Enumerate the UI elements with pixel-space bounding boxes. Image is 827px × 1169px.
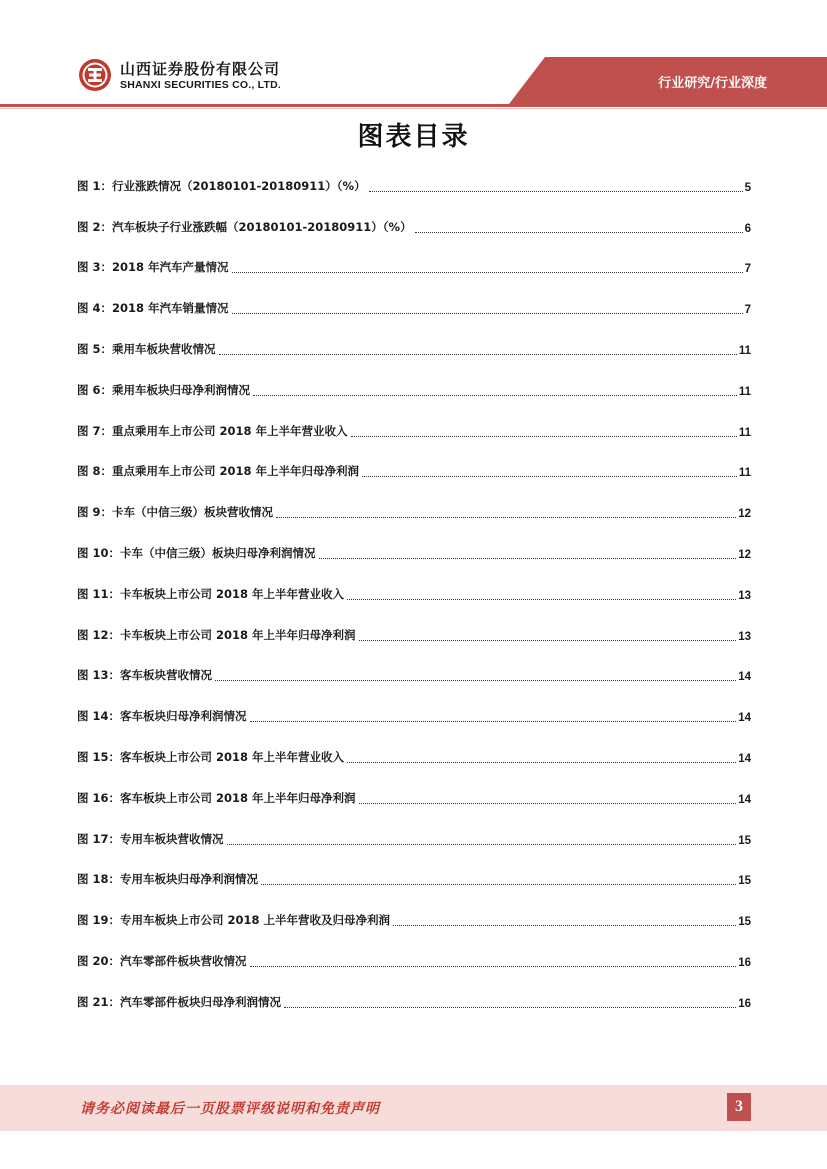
toc-leader-dots — [319, 558, 737, 559]
toc-entry[interactable] — [77, 823, 751, 864]
toc-entry[interactable] — [77, 945, 751, 986]
toc-entry-label: 图 4：2018 年汽车销量情况 — [77, 301, 229, 316]
toc-entry-page: 13 — [738, 630, 751, 643]
toc-leader-dots — [415, 232, 743, 233]
toc-leader-dots — [232, 272, 743, 273]
toc-entry-label: 图 18：专用车板块归母净利润情况 — [77, 872, 259, 887]
toc-entry[interactable] — [77, 456, 751, 497]
toc-entry-label: 图 14：客车板块归母净利润情况 — [77, 709, 247, 724]
toc-entry-page: 7 — [744, 263, 751, 276]
toc-entry-label: 图 9：卡车（中信三级）板块营收情况 — [77, 505, 274, 520]
toc-entry-label: 图 20：汽车零部件板块营收情况 — [77, 953, 247, 968]
toc-leader-dots — [362, 476, 737, 477]
toc-entry-page: 6 — [744, 222, 751, 235]
toc-entry[interactable] — [77, 700, 751, 741]
toc-entry-label: 图 21：汽车零部件板块归母净利润情况 — [77, 994, 282, 1009]
table-of-figures — [77, 170, 751, 1027]
toc-leader-dots — [347, 762, 736, 763]
toc-entry[interactable] — [77, 619, 751, 660]
toc-entry-label: 图 10：卡车（中信三级）板块归母净利润情况 — [77, 545, 316, 560]
toc-entry[interactable] — [77, 578, 751, 619]
toc-entry[interactable] — [77, 211, 751, 252]
toc-leader-dots — [253, 395, 737, 396]
toc-entry-page: 15 — [738, 916, 751, 929]
toc-leader-dots — [284, 1007, 736, 1008]
header-divider — [0, 104, 827, 107]
page-header — [0, 0, 827, 112]
toc-entry-page: 14 — [738, 671, 751, 684]
toc-entry-page: 11 — [738, 467, 751, 480]
toc-entry-label: 图 11：卡车板块上市公司 2018 年上半年营业收入 — [77, 586, 345, 601]
toc-entry[interactable] — [77, 415, 751, 456]
toc-entry-page: 11 — [738, 385, 751, 398]
toc-leader-dots — [250, 721, 737, 722]
toc-entry[interactable] — [77, 741, 751, 782]
toc-entry[interactable] — [77, 904, 751, 945]
toc-leader-dots — [276, 517, 736, 518]
toc-entry-label: 图 3：2018 年汽车产量情况 — [77, 260, 229, 275]
toc-entry-page: 7 — [744, 304, 751, 317]
toc-leader-dots — [215, 680, 736, 681]
company-name-en: SHANXI SECURITIES CO., LTD. — [120, 79, 281, 91]
toc-entry-label: 图 19：专用车板块上市公司 2018 上半年营收及归母净利润 — [77, 913, 391, 928]
toc-entry[interactable] — [77, 170, 751, 211]
toc-entry[interactable] — [77, 374, 751, 415]
toc-entry[interactable] — [77, 496, 751, 537]
toc-entry-page: 15 — [738, 834, 751, 847]
toc-leader-dots — [359, 640, 737, 641]
toc-leader-dots — [351, 436, 737, 437]
toc-entry[interactable] — [77, 333, 751, 374]
toc-entry-page: 16 — [738, 956, 751, 969]
toc-entry-page: 14 — [738, 752, 751, 765]
toc-leader-dots — [261, 884, 736, 885]
toc-entry-page: 5 — [744, 181, 751, 194]
toc-entry-page: 12 — [738, 548, 751, 561]
toc-entry-label: 图 1：行业涨跌情况（20180101-20180911）（%） — [77, 178, 366, 193]
toc-leader-dots — [227, 844, 737, 845]
toc-leader-dots — [219, 354, 737, 355]
company-name-cn: 山西证券股份有限公司 — [120, 60, 281, 78]
toc-entry[interactable] — [77, 252, 751, 293]
toc-leader-dots — [359, 803, 737, 804]
toc-leader-dots — [369, 191, 743, 192]
toc-entry[interactable] — [77, 537, 751, 578]
header-divider-thin — [0, 108, 827, 109]
toc-entry[interactable] — [77, 292, 751, 333]
toc-entry-label: 图 6：乘用车板块归母净利润情况 — [77, 382, 251, 397]
toc-entry-page: 13 — [738, 589, 751, 602]
toc-entry-label: 图 12：卡车板块上市公司 2018 年上半年归母净利润 — [77, 627, 356, 642]
toc-entry-label: 图 13：客车板块营收情况 — [77, 668, 213, 683]
toc-leader-dots — [250, 966, 737, 967]
toc-entry[interactable] — [77, 986, 751, 1027]
company-logo-icon — [78, 58, 112, 92]
toc-entry-page: 14 — [738, 793, 751, 806]
toc-entry-label: 图 7：重点乘用车上市公司 2018 年上半年营业收入 — [77, 423, 348, 438]
footer-disclaimer: 请务必阅读最后一页股票评级说明和免责声明 — [80, 1101, 380, 1117]
toc-leader-dots — [393, 925, 736, 926]
toc-entry-label: 图 8：重点乘用车上市公司 2018 年上半年归母净利润 — [77, 464, 360, 479]
toc-leader-dots — [232, 313, 743, 314]
toc-entry-page: 11 — [738, 344, 751, 357]
toc-entry-label: 图 17：专用车板块营收情况 — [77, 831, 224, 846]
toc-leader-dots — [347, 599, 736, 600]
toc-entry-page: 11 — [738, 426, 751, 439]
toc-entry-label: 图 2：汽车板块子行业涨跌幅（20180101-20180911）（%） — [77, 219, 412, 234]
toc-entry-page: 15 — [738, 875, 751, 888]
toc-entry-page: 16 — [738, 997, 751, 1010]
toc-entry-label: 图 5：乘用车板块营收情况 — [77, 341, 216, 356]
toc-entry[interactable] — [77, 782, 751, 823]
toc-entry-page: 12 — [738, 508, 751, 521]
toc-entry-label: 图 15：客车板块上市公司 2018 年上半年营业收入 — [77, 749, 345, 764]
page-number: 3 — [727, 1093, 751, 1121]
toc-entry[interactable] — [77, 660, 751, 701]
toc-entry[interactable] — [77, 864, 751, 905]
report-category-tag: 行业研究/行业深度 — [658, 76, 767, 91]
toc-entry-label: 图 16：客车板块上市公司 2018 年上半年归母净利润 — [77, 790, 356, 805]
toc-entry-page: 14 — [738, 712, 751, 725]
page-title: 图表目录 — [357, 122, 470, 152]
